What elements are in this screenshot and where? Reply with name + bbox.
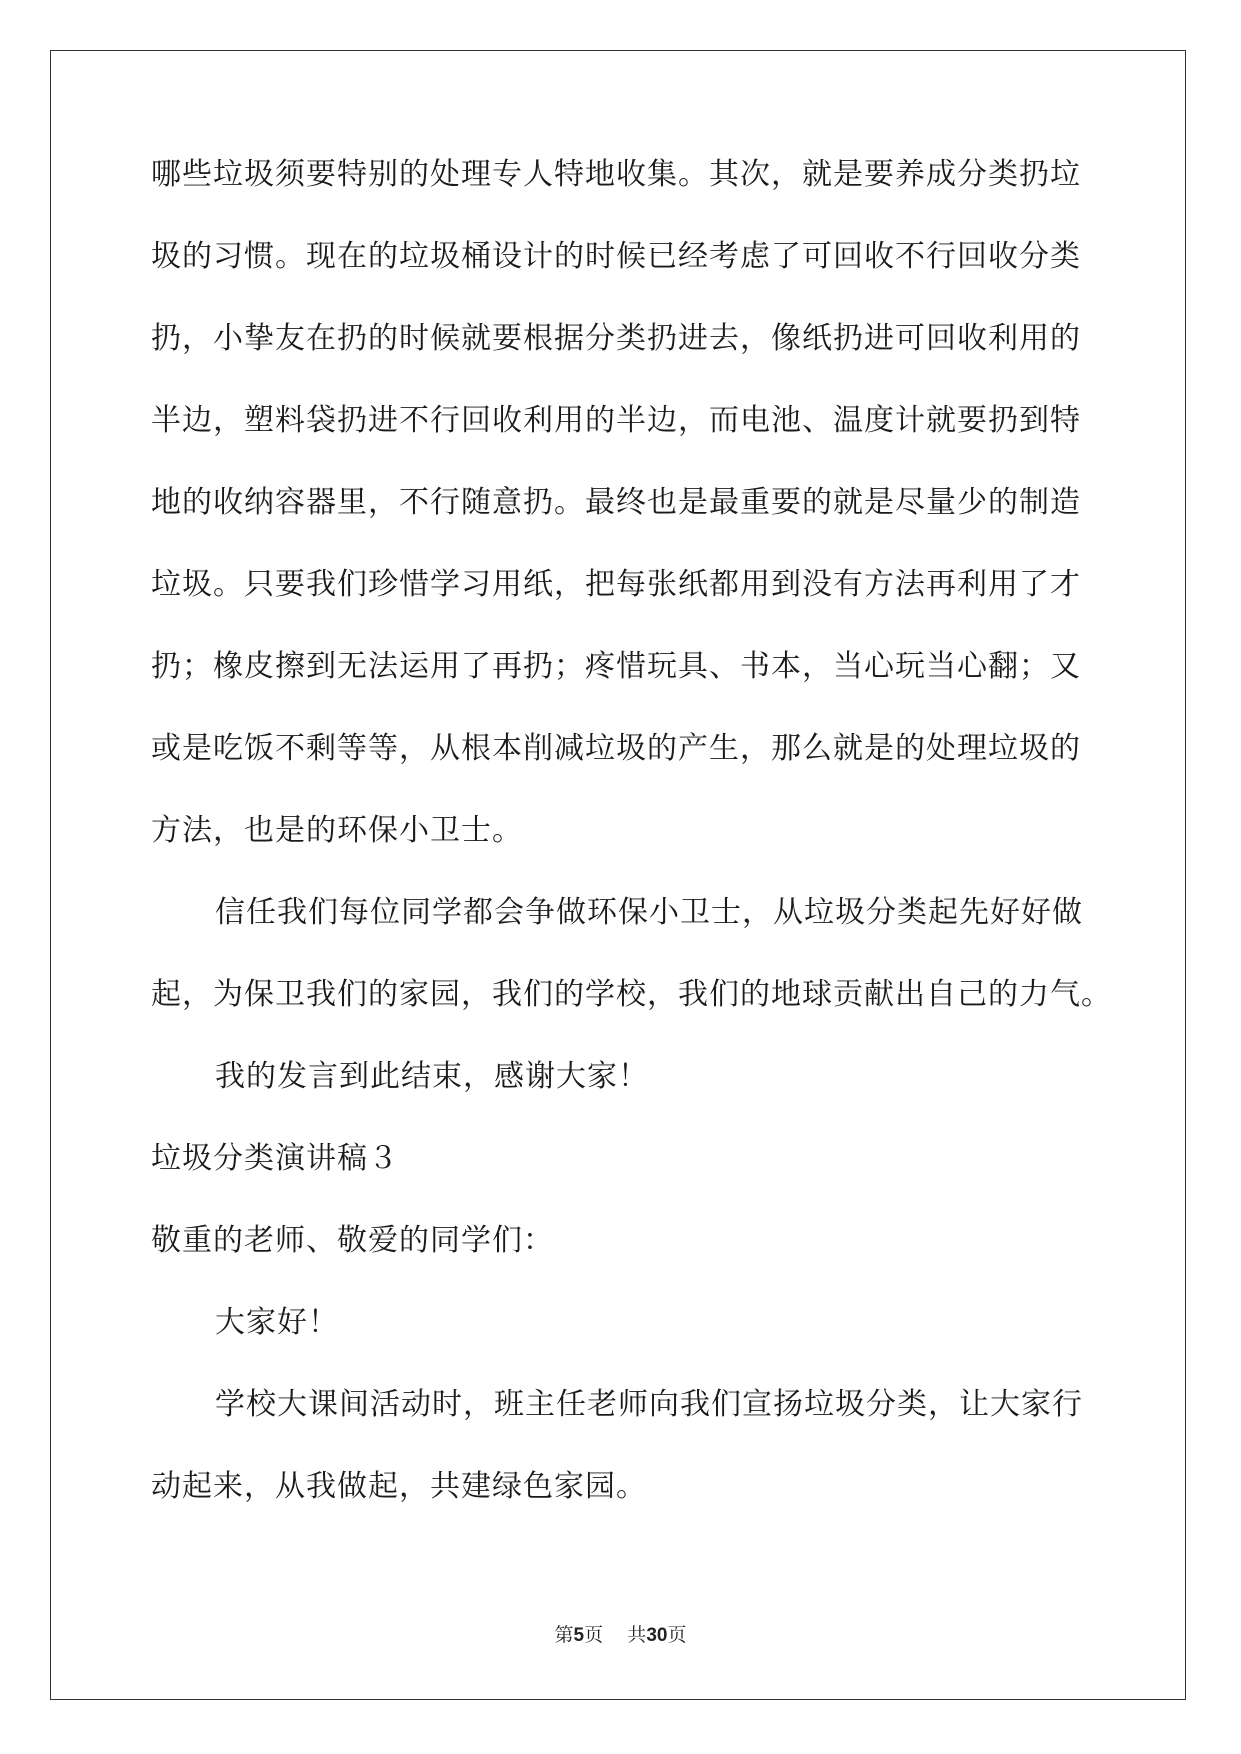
paragraph-line: 圾的习惯。现在的垃圾桶设计的时候已经考虑了可回收不行回收分类 bbox=[151, 239, 1081, 274]
page-footer bbox=[0, 1620, 1241, 1647]
paragraph-line: 或是吃饭不剩等等，从根本削减垃圾的产生，那么就是的处理垃圾的 bbox=[151, 731, 1081, 766]
footer-page-prefix: 第 bbox=[554, 1624, 574, 1646]
paragraph-line: 半边，塑料袋扔进不行回收利用的半边，而电池、温度计就要扔到特 bbox=[151, 403, 1081, 438]
paragraph-line: 方法，也是的环保小卫士。 bbox=[151, 813, 523, 848]
paragraph-line: 起，为保卫我们的家园，我们的学校，我们的地球贡献出自己的力气。 bbox=[151, 977, 1112, 1012]
footer-total-prefix: 共 bbox=[627, 1624, 647, 1646]
footer-total-pages: 30 bbox=[646, 1625, 668, 1646]
paragraph-line: 地的收纳容器里，不行随意扔。最终也是最重要的就是尽量少的制造 bbox=[151, 485, 1081, 520]
section-heading: 垃圾分类演讲稿３ bbox=[151, 1141, 399, 1176]
footer-page-number: 5 bbox=[573, 1625, 585, 1646]
paragraph-line: 动起来，从我做起，共建绿色家园。 bbox=[151, 1469, 647, 1504]
paragraph-line: 垃圾。只要我们珍惜学习用纸，把每张纸都用到没有方法再利用了才 bbox=[151, 567, 1081, 602]
paragraph-line: 哪些垃圾须要特别的处理专人特地收集。其次，就是要养成分类扔垃 bbox=[151, 157, 1081, 192]
salutation-line: 敬重的老师、敬爱的同学们： bbox=[151, 1223, 554, 1258]
paragraph-line: 扔；橡皮擦到无法运用了再扔；疼惜玩具、书本，当心玩当心翻；又 bbox=[151, 649, 1081, 684]
document-body bbox=[151, 157, 1112, 1528]
paragraph-line: 学校大课间活动时，班主任老师向我们宣扬垃圾分类，让大家行 bbox=[215, 1387, 1083, 1422]
paragraph-line: 信任我们每位同学都会争做环保小卫士，从垃圾分类起先好好做 bbox=[215, 895, 1083, 930]
paragraph-line: 扔，小挚友在扔的时候就要根据分类扔进去，像纸扔进可回收利用的 bbox=[151, 321, 1081, 356]
footer-total-suffix: 页 bbox=[667, 1624, 687, 1646]
paragraph-line: 我的发言到此结束，感谢大家！ bbox=[215, 1059, 649, 1094]
footer-page-suffix: 页 bbox=[584, 1624, 604, 1646]
greeting-line: 大家好！ bbox=[215, 1305, 339, 1340]
